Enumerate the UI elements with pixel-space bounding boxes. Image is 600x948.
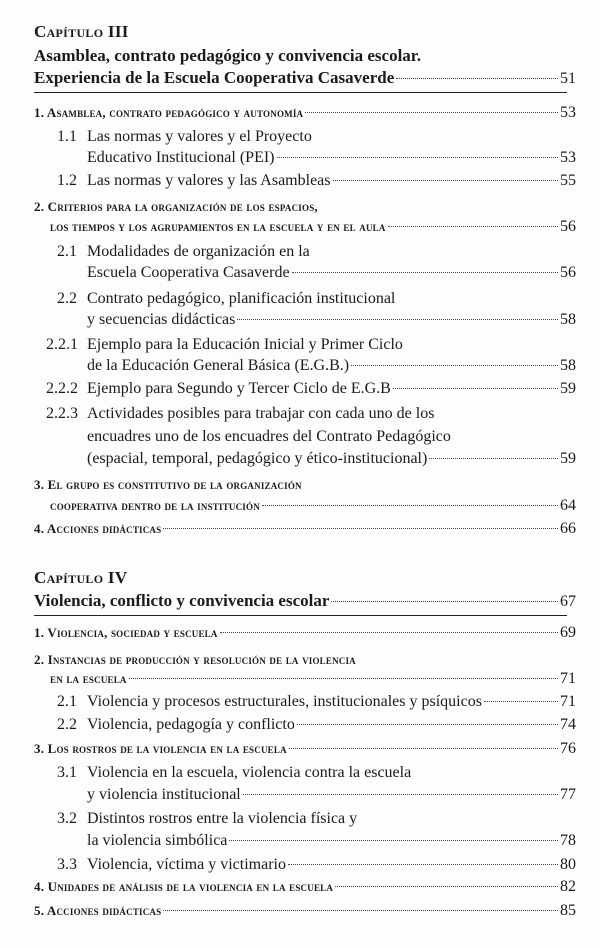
toc-entry: 2. Criterios para la organización de los espacios, xyxy=(34,199,318,214)
entry-text: cooperativa dentro de la institución xyxy=(50,498,260,513)
chapter-4-heading: Capítulo IV xyxy=(34,568,128,587)
dot-leader xyxy=(305,111,558,113)
page-number: 78 xyxy=(560,832,576,849)
toc-entry xyxy=(0,311,600,333)
dot-leader xyxy=(351,364,558,366)
toc-entry xyxy=(46,405,434,423)
toc-entry: encuadres uno de los encuadres del Contrato Pedagógico xyxy=(87,428,451,445)
toc-entry xyxy=(0,740,600,762)
toc-entry xyxy=(0,264,600,286)
toc-entry xyxy=(0,380,600,402)
entry-label: Violencia y procesos estructurales, institucionales y psíquicos xyxy=(87,693,482,710)
entry-text: 1. Asamblea, contrato pedagógico y autonomía xyxy=(34,105,304,120)
entry-text: Educativo Institucional (PEI) xyxy=(87,149,275,166)
dot-leader xyxy=(163,527,558,529)
entry-text: los tiempos y los agrupamientos en la escuela y en el aula xyxy=(50,219,386,234)
dot-leader xyxy=(288,863,558,865)
page-number: 85 xyxy=(560,902,576,919)
entry-number: 2.1 xyxy=(57,243,77,260)
entry-number: 3.2 xyxy=(57,810,77,827)
chapter-3-rule xyxy=(34,92,567,93)
dot-leader xyxy=(292,271,558,273)
toc-entry: 3. El grupo es constitutivo de la organización xyxy=(34,477,302,492)
chapter-3-heading: Capítulo III xyxy=(34,22,129,41)
dot-leader xyxy=(393,387,558,389)
entry-text: Ejemplo para la Educación Inicial y Primer Ciclo xyxy=(87,336,403,353)
toc-entry xyxy=(0,357,600,379)
dot-leader xyxy=(388,225,558,227)
page-number: 74 xyxy=(560,716,576,733)
toc-entry xyxy=(57,764,411,782)
toc-entry xyxy=(0,149,600,171)
entry-text: 3. Los rostros de la violencia en la escuela xyxy=(34,741,287,756)
dot-leader xyxy=(220,631,558,633)
page-number: 56 xyxy=(560,218,576,235)
toc-entry xyxy=(0,786,600,808)
entry-text: 4. Unidades de análisis de la violencia en la escuela xyxy=(34,879,334,894)
toc-entry xyxy=(0,497,600,519)
dot-leader xyxy=(429,457,558,459)
entry-text: y secuencias didácticas xyxy=(87,311,236,328)
page-number: 59 xyxy=(560,450,576,467)
toc-entry xyxy=(0,624,600,646)
toc-entry xyxy=(57,810,357,828)
page-number: 77 xyxy=(560,786,576,803)
entry-label: Violencia, pedagogía y conflicto xyxy=(87,716,295,733)
page-number: 53 xyxy=(560,104,576,121)
dot-leader xyxy=(243,793,558,795)
page-number: 55 xyxy=(560,172,576,189)
chapter-4-title-text: Violencia, conflicto y convivencia escolar xyxy=(34,591,330,610)
dot-leader xyxy=(262,504,558,506)
page-number: 51 xyxy=(560,70,576,87)
toc-entry xyxy=(0,218,600,240)
page-number: 56 xyxy=(560,264,576,281)
dot-leader xyxy=(237,318,558,320)
toc-entry xyxy=(57,243,310,261)
toc-entry xyxy=(0,902,600,924)
page-number: 80 xyxy=(560,856,576,873)
dot-leader xyxy=(396,77,558,79)
chapter-4-rule xyxy=(34,615,567,616)
toc-entry xyxy=(57,128,312,146)
entry-number: 1.2 xyxy=(57,172,77,189)
dot-leader xyxy=(129,677,558,679)
toc-entry xyxy=(0,878,600,900)
entry-text xyxy=(46,380,391,398)
entry-label: Las normas y valores y las Asambleas xyxy=(87,172,331,189)
page-number: 58 xyxy=(560,311,576,328)
dot-leader xyxy=(331,600,558,602)
chapter-4-title xyxy=(0,591,600,613)
entry-text: en la escuela xyxy=(50,671,127,686)
entry-text: Contrato pedagógico, planificación institucional xyxy=(87,290,396,307)
entry-number: 2.2 xyxy=(57,716,77,733)
dot-leader xyxy=(229,839,558,841)
page-number: 71 xyxy=(560,670,576,687)
toc-entry xyxy=(0,670,600,692)
page-number: 69 xyxy=(560,624,576,641)
entry-text: Las normas y valores y el Proyecto xyxy=(87,128,312,145)
entry-number: 2.2 xyxy=(57,290,77,307)
chapter-3-title-line2 xyxy=(0,68,600,90)
dot-leader xyxy=(163,909,558,911)
entry-number: 2.2.3 xyxy=(46,405,78,422)
page-number: 82 xyxy=(560,878,576,895)
entry-text: 5. Acciones didácticas xyxy=(34,903,162,918)
dot-leader xyxy=(335,885,558,887)
entry-number: 3.1 xyxy=(57,764,77,781)
toc-entry xyxy=(0,832,600,854)
entry-number: 2.2.1 xyxy=(46,336,78,353)
page-number: 58 xyxy=(560,357,576,374)
entry-text: Modalidades de organización en la xyxy=(87,243,310,260)
entry-text: Escuela Cooperativa Casaverde xyxy=(87,264,290,281)
toc-entry xyxy=(0,693,600,715)
chapter-3-title-text: Experiencia de la Escuela Cooperativa Casaverde xyxy=(34,68,395,87)
entry-text xyxy=(57,716,295,734)
page-number: 67 xyxy=(560,593,576,610)
entry-label: Ejemplo para Segundo y Tercer Ciclo de E.G.B xyxy=(87,380,391,397)
page-number: 59 xyxy=(560,380,576,397)
toc-entry xyxy=(0,104,600,126)
entry-text: la violencia simbólica xyxy=(87,832,228,849)
page-number: 76 xyxy=(560,740,576,757)
entry-number: 1.1 xyxy=(57,128,77,145)
toc-entry xyxy=(46,336,403,354)
entry-text: de la Educación General Básica (E.G.B.) xyxy=(87,357,350,374)
entry-text: 4. Acciones didácticas xyxy=(34,521,162,536)
dot-leader xyxy=(289,747,558,749)
dot-leader xyxy=(277,156,558,158)
toc-entry xyxy=(0,172,600,194)
entry-number: 2.2.2 xyxy=(46,380,78,397)
page-number: 64 xyxy=(560,497,576,514)
entry-text: Violencia en la escuela, violencia contra la escuela xyxy=(87,764,412,781)
toc-entry: 2. Instancias de producción y resolución de la violencia xyxy=(34,652,356,667)
entry-text: Distintos rostros entre la violencia física y xyxy=(87,810,358,827)
toc-entry xyxy=(0,450,600,472)
toc-entry xyxy=(0,856,600,878)
entry-text: Actividades posibles para trabajar con cada uno de los xyxy=(87,405,435,422)
entry-text xyxy=(57,172,331,190)
chapter-3-title-line1: Asamblea, contrato pedagógico y convivencia escolar. xyxy=(34,46,422,65)
dot-leader xyxy=(333,179,559,181)
toc-entry xyxy=(0,716,600,738)
entry-text: y violencia institucional xyxy=(87,786,241,803)
page-number: 71 xyxy=(560,693,576,710)
entry-text xyxy=(57,693,482,711)
entry-text xyxy=(57,856,286,874)
entry-number: 2.1 xyxy=(57,693,77,710)
entry-label: Violencia, víctima y victimario xyxy=(87,856,286,873)
toc-entry xyxy=(57,290,395,308)
page-number: 66 xyxy=(560,520,576,537)
dot-leader xyxy=(297,723,558,725)
page-number: 53 xyxy=(560,149,576,166)
entry-text: (espacial, temporal, pedagógico y ético-institucional) xyxy=(87,450,428,467)
entry-number: 3.3 xyxy=(57,856,77,873)
entry-text: 1. Violencia, sociedad y escuela xyxy=(34,625,218,640)
dot-leader xyxy=(484,700,558,702)
toc-entry xyxy=(0,520,600,542)
